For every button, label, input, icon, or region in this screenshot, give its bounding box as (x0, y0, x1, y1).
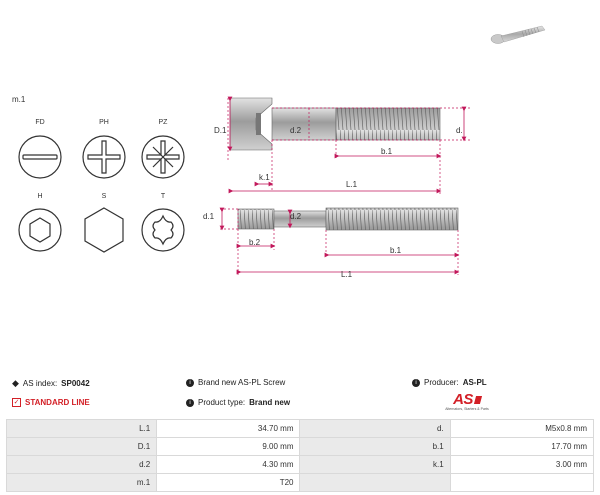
dim-label-L1-upper: L.1 (346, 180, 358, 189)
pozidriv-drive-icon (142, 136, 184, 178)
screw-photo (482, 22, 548, 48)
drive-icons (15, 130, 210, 260)
spec-key: d. (300, 420, 450, 438)
standard-line (12, 398, 90, 407)
dim-label-D1: D.1 (214, 126, 227, 135)
dim-label-d: d. (456, 126, 463, 135)
drive-label-s: S (101, 193, 107, 200)
torx-drive-icon (142, 209, 184, 251)
brand-info (186, 378, 285, 387)
product-type (186, 398, 290, 407)
table-row (7, 438, 594, 456)
table-row (7, 456, 594, 474)
as-pl-logo: AS Alternators, Starters & Parts (445, 391, 489, 411)
dim-label-d2-lower: d.2 (290, 212, 302, 221)
info-icon: i (186, 379, 194, 387)
drive-types-label: m.1 (12, 95, 26, 104)
spec-value: 34.70 mm (157, 420, 300, 438)
dim-label-b1-lower: b.1 (390, 246, 402, 255)
standard-line-label: STANDARD LINE (25, 398, 90, 407)
checkbox-icon: ✓ (13, 399, 20, 406)
spec-key: k.1 (300, 456, 450, 474)
spec-key: d.2 (7, 456, 157, 474)
spec-value: T20 (157, 474, 300, 492)
spec-key: D.1 (7, 438, 157, 456)
producer (412, 378, 487, 387)
spec-value (450, 474, 593, 492)
table-row (7, 420, 594, 438)
spec-key: L.1 (7, 420, 157, 438)
drive-label-pz: PZ (158, 119, 168, 126)
spec-key (300, 474, 450, 492)
tag-icon: ◆ (12, 378, 19, 388)
info-icon: i (412, 379, 420, 387)
screw-stud-view (238, 208, 458, 230)
drive-label-ph: PH (99, 119, 109, 126)
screw-technical-drawing (200, 90, 490, 290)
as-index (12, 378, 90, 389)
drive-label-fd: FD (35, 119, 45, 126)
drive-label-h: H (37, 193, 43, 200)
hex-head-drive-icon (85, 208, 123, 252)
producer-value: AS-PL (462, 378, 487, 387)
screw-side-view (230, 98, 440, 150)
spec-key: m.1 (7, 474, 157, 492)
product-type-label: Product type: (198, 398, 246, 407)
spec-value: M5x0.8 mm (450, 420, 593, 438)
specs-table (6, 419, 594, 492)
dim-label-d1: d.1 (203, 212, 215, 221)
hex-socket-drive-icon (19, 209, 61, 251)
dim-label-d2: d.2 (290, 126, 302, 135)
drive-label-t: T (160, 193, 166, 200)
spec-value: 4.30 mm (157, 456, 300, 474)
product-type-value: Brand new (249, 398, 291, 407)
dim-label-b1: b.1 (381, 147, 393, 156)
dim-label-k1: k.1 (259, 173, 270, 182)
dim-label-b2: b.2 (249, 238, 261, 247)
spec-value: 9.00 mm (157, 438, 300, 456)
table-row (7, 474, 594, 492)
dim-label-L1-lower: L.1 (341, 270, 353, 279)
as-index-value: SP0042 (61, 379, 90, 388)
spec-key: b.1 (300, 438, 450, 456)
spec-value: 17.70 mm (450, 438, 593, 456)
spec-value: 3.00 mm (450, 456, 593, 474)
brand-text: Brand new AS-PL Screw (198, 378, 286, 387)
slotted-drive-icon (19, 136, 61, 178)
as-index-label: AS index: (22, 379, 58, 388)
phillips-drive-icon (83, 136, 125, 178)
producer-label: Producer: (424, 378, 459, 387)
info-icon: i (186, 399, 194, 407)
